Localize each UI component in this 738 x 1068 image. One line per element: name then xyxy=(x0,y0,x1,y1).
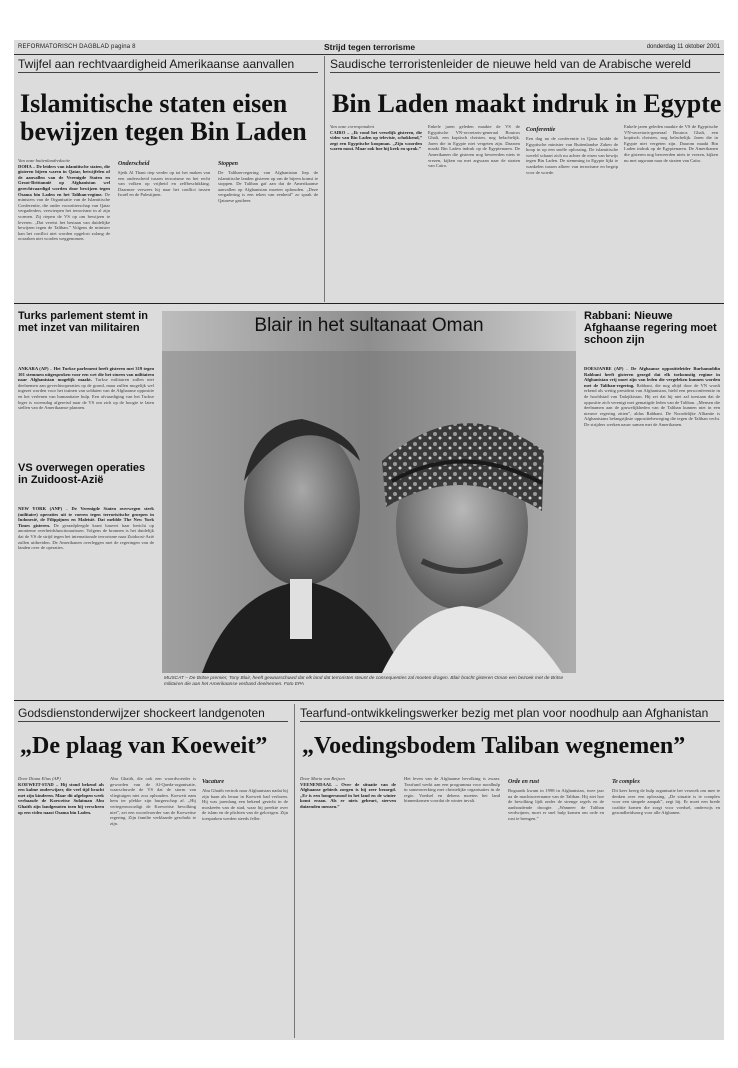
paper-name-page: REFORMATORISCH DAGBLAD pagina 8 xyxy=(18,44,136,50)
article1-headline: Islamitische staten eisen bewijzen tegen Bin Laden xyxy=(20,89,307,147)
article3-dateline: Door Diana Elias (AP) xyxy=(18,776,61,781)
sidebar-right-story: DOESJANBE (AP) – De Afghaanse oppositieleider Burhanuddin Rabbani heeft gisteren gezegd dat elk toekomstig regime in Afghanistan vrij moet zijn van leden die vergeleken kunnen worden met de Taliban-regering. Rabbani, die nog altijd door de VN wordt erkend als wettig president van Afghanistan, hield een persconferentie in de hoofdstad van Tadzjikistan. Hij zei dat hij niet zal toestaan dat de oppositie zich verenigt met gematigde leden van de Taliban. „Mensen die deelnamen aan de gruwelijkheden van de Taliban kunnen niet in een nieuwe regering zitten”, aldus Rabbani. De Noordelijke Alliantie is Afghanistans belangrijkste oppositiebeweging die tegen de Taliban vecht. De strijders werken nauw samen met de Amerikanen. xyxy=(584,366,720,427)
photo-caption: MUSCAT – De Britse premier, Tony Blair, heeft gewaarschuwd dat elk land dat terroristen steunt de consequenties zal moeten dragen. Blair bracht gisteren Oman een bezoek met de Britse militairen die aan het Amerikaanse verband deelnemen. Foto EPA xyxy=(164,676,564,687)
article4-body: Het leven van de Afghaanse bevolking is zwaar. Tearfund werkt aan een programma voor noodhulp in samenwerking met christelijke organisaties in de regio. Voedsel en dekens moeten het land binnenkomen voordat de winter invalt. xyxy=(404,776,500,804)
sidebar-left-lead-2: De Verenigde Staten overwegen sterk (militaire) operaties uit te voeren tegen terroristische groepen in Indonesië, de Filippijnen en Maleisië. Dat meldde The New York Times gisteren. xyxy=(18,506,154,528)
article4-headline: „Voedingsbodem Taliban wegnemen” xyxy=(302,733,686,759)
article1-column-2 xyxy=(118,158,210,300)
article4-body-3: Dit keer kreeg de hulp organisatie het verzoek om mee te denken over een oplossing. „De situatie is te complex voor een simpele aanpak”, zegt hij. Er moet een brede coalitie komen die zorgt voor voedsel, onderwijs en gezondheidszorg voor alle Afghanen. xyxy=(612,788,720,816)
article3-kicker: Godsdienstonderwijzer shockeert landgenoten xyxy=(18,706,265,720)
section-title: Strijd tegen terrorisme xyxy=(324,42,416,52)
article3-body-2: Abu Ghaith vertrok naar Afghanistan nadat hij zijn baan als leraar in Koeweit had verloren. Hij was jarenlang een bekend gezicht in de moskeeën van de stad, waar hij preekte over de islam en de plichten van de gelovigen. Zijn toespraken werden steeds feller. xyxy=(202,788,288,821)
sidebar-right-dateline: DOESJANBE (AP) xyxy=(584,366,624,371)
running-head xyxy=(14,40,724,55)
photo-image xyxy=(162,311,576,673)
sidebar-left-headline-2: VS overwegen operaties in Zuidoost-Azië xyxy=(18,462,146,486)
sidebar-left-body-2: De geraadpleegde krant baseert haar bericht op anonieme overheidsfunctionarissen. Volgens de bronnen is het duidelijk dat de VS de strijd tegen het internationale terrorisme naar Zuidoost-Azië zullen uitbreiden. De Amerikanen overleggen met de regeringen van de landen over de operaties. xyxy=(18,522,154,551)
divider xyxy=(330,72,720,73)
article3-subhead-vacature: Vacature xyxy=(202,779,225,785)
article4-column-3 xyxy=(508,776,604,1036)
article2-lead: CAIRO – „Ik vond het vreselijk gisteren, die video van Bin Laden op televisie, schokkend,” zegt een Egyptische koopman. „Zijn woorden waren mooi. Maar ook hoe hij keek en sprak.” xyxy=(330,129,422,152)
article2-column-1 xyxy=(330,124,422,300)
article3-column-2 xyxy=(110,776,196,1036)
issue-date: donderdag 11 oktober 2001 xyxy=(646,44,720,50)
divider xyxy=(18,72,318,73)
article3-column-3 xyxy=(202,776,288,1036)
sidebar-left-story-2: NEW YORK (ANP) – De Verenigde Staten overwegen sterk (militaire) operaties uit te voeren tegen terroristische groepen in Indonesië, de Filippijnen en Maleisië. Dat meldde The New York Times gisteren. De geraadpleegde krant baseert haar bericht op anonieme overheidsfunctionarissen. Volgens de bronnen is het duidelijk dat de VS de strijd tegen het internationale terrorisme naar Zuidoost-Azië zullen uitbreiden. De Amerikanen overleggen met de regeringen van de landen over de operaties. xyxy=(18,506,154,551)
article3-lead: KOEWEIT-STAD – Hij stond bekend als een kalme onderwijzer, die veel tijd bracht met zijn kinderen. Maar dit afgelopen week verbaasde de Koeweitse Sulaiman Abu Ghaith zijn landgenoten toen hij verscheen op een video naast Osama bin Laden. xyxy=(18,781,104,815)
article2-column-3 xyxy=(526,124,618,300)
article3-column-1 xyxy=(18,776,104,1036)
article4-subhead-orde-en-rust: Orde en rust xyxy=(508,779,540,785)
sidebar-right-body: Rabbani, die nog altijd door de VN wordt erkend als wettig president van Afghanistan, hield een persconferentie in de hoofdstad van Tadzjikistan. Hij zei dat hij niet zal toestaan dat de oppositie zich verenigt met gematigde leden van de Taliban. „Mensen die deelnamen aan de gruwelijkheden van de Taliban kunnen niet in een nieuwe regering zitten”, aldus Rabbani. De Noordelijke Alliantie is Afghanistans belangrijkste oppositiebeweging die tegen de Taliban vecht. De strijders werken nauw samen met de Amerikanen. xyxy=(584,382,720,427)
sidebar-left-body-1: Turkse militairen zullen niet deelnemen aan gevechtsoperaties op de grond, maar zullen mogelijk wel ingezet worden voor het trainen van soldaten van de Afghaanse oppositie en het verlenen van humanitaire hulp. Een afvaardiging van het Turkse leger is woensdag afgereisd naar de VS om zich op de hoogte te laten stellen van de Amerikaanse plannen. xyxy=(18,377,154,411)
column-divider xyxy=(294,704,295,1038)
article1-column-3 xyxy=(218,158,318,300)
article2-column-2 xyxy=(428,124,520,300)
column-divider xyxy=(324,56,325,302)
article3-headline: „De plaag van Koeweit” xyxy=(20,733,268,759)
article2-body-continued: Enkele jaren geleden maakte de VS de Egyptische VN-secretaris-generaal Boutros Ghali, een koptisch christen, nog belachelijk. Jaren die in Egypte niet vergeten zijn. Daarom maakt Bin Laden indruk op de Egyptenaren. De Amerikanen die gisteren nog beweerden niets te vrezen, kijken nu met argwaan naar de straten van Caïro. xyxy=(624,124,718,163)
article1-lead: DOHA – De leiders van islamitische staten, die gisteren bijeen waren in Qatar, betwijfelen of de aanvallen van de Verenigde Staten en Groot-Brittannië op Afghanistan wel gerechtvaardigd worden door bewijzen tegen Osama bin Laden en het Taliban-regime. xyxy=(18,163,110,197)
section-divider xyxy=(14,700,724,701)
article2-headline: Bin Laden maakt indruk in Egypte xyxy=(332,89,722,118)
article1-subhead-stoppen: Stoppen xyxy=(218,161,239,167)
article4-column-2 xyxy=(404,776,500,1036)
news-photo xyxy=(162,311,576,673)
article1-kicker: Twijfel aan rechtvaardigheid Amerikaanse aanvallen xyxy=(18,57,295,71)
article2-dateline: Van onze correspondent xyxy=(330,124,374,129)
article2-column-4 xyxy=(624,124,718,300)
article2-subhead-conferentie: Conferentie xyxy=(526,127,556,133)
article4-column-1 xyxy=(300,776,396,1036)
article4-column-4 xyxy=(612,776,720,1036)
article1-dateline: Van onze buitenlandredactie xyxy=(18,158,71,163)
sidebar-right-lead: De Afghaanse oppositieleider Burhanuddin Rabbani heeft gisteren gezegd dat elk toekomstig regime in Afghanistan vrij moet zijn van leden die vergeleken kunnen worden met de Taliban-regering. xyxy=(584,366,720,388)
article4-lead: VEENENDAAL – Over de situatie van de Afghaanse gebieds zorgen is hij zeer bezorgd. „Er is een hongersnood in het land en de winter komt eraan. Als er niets gebeurt, sterven duizenden mensen.” xyxy=(300,781,396,809)
article4-body-2: Bogaards kwam in 1998 in Afghanistan, twee jaar na de machtsovername van de Taliban. Hij ziet hoe de bevolking lijdt onder de strenge regels en de aanhoudende droogte. „Wanneer de Taliban verdwijnen, moet er snel hulp komen om orde en rust te brengen.” xyxy=(508,788,604,821)
sidebar-right-headline: Rabbani: Nieuwe Afghaanse regering moet schoon zijn xyxy=(584,310,717,346)
article1-body-3: De Taliban-regering van Afghanistan liep de islamitische landen gisteren op om de bijeen komst te stoppen. De Taliban gaf aan dat de Amerikaanse aanvallen op Afghanistan moeten ophouden. „Deze vergadering is een teken van eenheid” zo sprak de Qatarese gastheer. xyxy=(218,170,318,203)
article1-body: De ministers van de Organisatie van de Islamitische Conferentie, die onder voorzitterschap van Qatar vergaderden, verwierpen het terrorisme in al zijn vormen. Zij riepen de VS op om bewijzen te leveren. „Dat vereist het bestaan van duidelijke bewijzen tegen de Taliban.” Volgens de minister kan het conflict niet worden opgelost zolang de oorzaken niet worden weggenomen. xyxy=(18,191,110,242)
article4-dateline: Door Maria van Beijsen xyxy=(300,776,345,781)
article4-subhead-te-complex: Te complex xyxy=(612,779,640,785)
article2-body-2: Een dag na de conferentie in Qatar luidde de Egyptische minister van Buitenlandse Zaken de hoop in op een snelle oplossing. De islamitische wereld schaart zich nu achter de eisen van bewijs tegen Bin Laden. De stemming in Egypte lijkt te wankelen tussen afkeer van terrorisme en begrip voor de woede. xyxy=(526,136,618,175)
article1-body-2: Sjeik Al Thani riep verder op tot het maken van een onderscheid tussen terrorisme en het recht van volken op vrijheid en zelfbeschikking. Daarmee verwees hij naar het conflict tussen Israël en de Palestijnen. xyxy=(118,170,210,198)
divider xyxy=(300,721,720,722)
photo-title: Blair in het sultanaat Oman xyxy=(254,315,484,336)
section-divider xyxy=(14,303,724,304)
article2-body: Enkele jaren geleden maakte de VS de Egyptische VN-secretaris-generaal Boutros Ghali, een koptisch christen, nog belachelijk. Jaren die in Egypte niet vergeten zijn. Daarom maakt Bin Laden indruk op de Egyptenaren. De Amerikanen die gisteren nog beweerden niets te vrezen, kijken nu met argwaan naar de straten van Caïro. xyxy=(428,124,520,169)
article4-kicker: Tearfund-ontwikkelingswerker bezig met plan voor noodhulp aan Afghanistan xyxy=(300,706,709,720)
sidebar-left-headline-1: Turks parlement stemt in met inzet van militairen xyxy=(18,310,148,334)
newspaper-page xyxy=(14,40,724,1040)
article1-subhead-onderscheid: Onderscheid xyxy=(118,161,150,167)
article2-kicker: Saudische terroristenleider de nieuwe held van de Arabische wereld xyxy=(330,57,691,71)
divider xyxy=(18,721,288,722)
sidebar-left-dateline-1: ANKARA (AP) xyxy=(18,366,49,371)
sidebar-left-lead-1: Het Turkse parlement heeft gisteren met 319 tegen 101 stemmen uitgesproken voor een wet die het sturen van militairen naar Afghanistan mogelijk maakt. xyxy=(18,366,154,383)
article1-column-1 xyxy=(18,158,110,300)
sidebar-left-dateline-2: NEW YORK (ANP) xyxy=(18,506,63,511)
article3-body: Abu Ghaith, die ook een woordvoerder is geworden van de Al-Qaeda-organisatie, waarschuwde de VS dat de storm van vliegtuigen niet zou ophouden. Koeweit nam hem ter plekke zijn burgerschap af. „Hij vertegenwoordigt de Koeweitse bevolking niet”, zei een woordvoerder van de Koeweitse regering. Zijn familie verklaarde geschokt te zijn. xyxy=(110,776,196,826)
sidebar-left-story-1: ANKARA (AP) – Het Turkse parlement heeft gisteren met 319 tegen 101 stemmen uitgesproken voor een wet die het sturen van militairen naar Afghanistan mogelijk maakt. Turkse militairen zullen niet deelnemen aan gevechtsoperaties op de grond, maar zullen mogelijk wel ingezet worden voor het trainen van soldaten van de Afghaanse oppositie en het verlenen van humanitaire hulp. Een afvaardiging van het Turkse leger is woensdag afgereisd naar de VS om zich op de hoogte te laten stellen van de Amerikaanse plannen. xyxy=(18,366,154,411)
